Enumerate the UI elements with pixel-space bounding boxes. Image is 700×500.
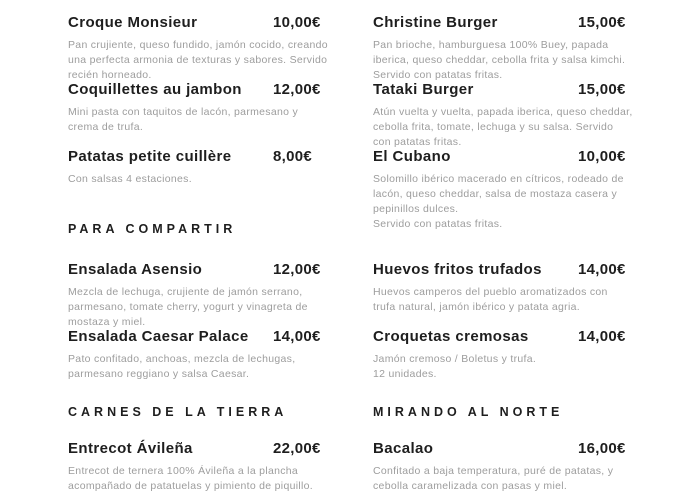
item-title: Patatas petite cuillère — [68, 148, 232, 165]
item-title: Ensalada Caesar Palace — [68, 328, 249, 345]
section-header-carnes: CARNES DE LA TIERRA — [68, 405, 288, 419]
menu-item-coquillettes — [68, 80, 353, 135]
item-title: Croque Monsieur — [68, 14, 198, 31]
menu-item-ensalada-caesar — [68, 327, 353, 382]
item-description: Solomillo ibérico macerado en cítricos, rodeado de lacón, queso cheddar, salsa de mostaza casera y pepinillos dulces. Servido con patatas fritas. — [373, 173, 624, 230]
menu-item-el-cubano — [373, 147, 658, 232]
menu-item-ensalada-asensio — [68, 260, 353, 330]
menu-item-tataki-burger — [373, 80, 658, 150]
item-price: 10,00€ — [578, 148, 626, 165]
menu-column-left — [68, 0, 353, 500]
item-description: Huevos camperos del pueblo aromatizados con trufa natural, jamón ibérico y patata agria. — [373, 286, 608, 313]
item-description: Jamón cremoso / Boletus y trufa. 12 unidades. — [373, 353, 537, 380]
item-price: 12,00€ — [273, 81, 321, 98]
item-description: Mezcla de lechuga, crujiente de jamón serrano, parmesano, tomate cherry, yogurt y vinagreta de mostaza y miel. — [68, 286, 308, 328]
item-title: Croquetas cremosas — [373, 328, 529, 345]
menu-item-bacalao — [373, 439, 658, 494]
item-price: 15,00€ — [578, 14, 626, 31]
item-title: Coquillettes au jambon — [68, 81, 242, 98]
item-description: Atún vuelta y vuelta, papada iberica, queso cheddar, cebolla frita, tomate, lechuga y su salsa. Servido con patatas fritas. — [373, 106, 633, 148]
menu-item-croque-monsieur — [68, 13, 353, 83]
menu-item-huevos-trufados — [373, 260, 658, 315]
item-title: Entrecot Ávileña — [68, 440, 193, 457]
item-price: 14,00€ — [578, 328, 626, 345]
item-price: 12,00€ — [273, 261, 321, 278]
item-price: 15,00€ — [578, 81, 626, 98]
section-header-para-compartir: PARA COMPARTIR — [68, 222, 237, 236]
menu-item-croquetas — [373, 327, 658, 382]
item-price: 16,00€ — [578, 440, 626, 457]
item-description: Pan brioche, hamburguesa 100% Buey, papada iberica, queso cheddar, cebolla frita y salsa kimchi. Servido con patatas fritas. — [373, 39, 626, 81]
item-description: Pato confitado, anchoas, mezcla de lechugas, parmesano reggiano y salsa Caesar. — [68, 353, 296, 380]
item-price: 22,00€ — [273, 440, 321, 457]
item-title: Ensalada Asensio — [68, 261, 203, 278]
menu-item-patatas — [68, 147, 353, 187]
item-title: Huevos fritos trufados — [373, 261, 542, 278]
item-description: Confitado a baja temperatura, puré de patatas, y cebolla caramelizada con pasas y miel. — [373, 465, 614, 492]
section-header-mirando-al-norte: MIRANDO AL NORTE — [373, 405, 564, 419]
item-price: 10,00€ — [273, 14, 321, 31]
item-price: 8,00€ — [273, 148, 313, 165]
item-title: Tataki Burger — [373, 81, 474, 98]
item-title: Christine Burger — [373, 14, 498, 31]
menu-column-right — [373, 0, 658, 500]
item-title: Bacalao — [373, 440, 434, 457]
item-description: Pan crujiente, queso fundido, jamón cocido, creando una perfecta armonia de texturas y sabores. Servido recién horneado. — [68, 39, 328, 81]
item-description: Mini pasta con taquitos de lacón, parmesano y crema de trufa. — [68, 106, 299, 133]
item-title: El Cubano — [373, 148, 451, 165]
item-price: 14,00€ — [578, 261, 626, 278]
item-price: 14,00€ — [273, 328, 321, 345]
item-description: Entrecot de ternera 100% Ávileña a la plancha acompañado de patatuelas y pimiento de piquillo. — [68, 465, 313, 492]
menu-item-entrecot — [68, 439, 353, 494]
menu-item-christine-burger — [373, 13, 658, 83]
item-description: Con salsas 4 estaciones. — [68, 173, 192, 185]
